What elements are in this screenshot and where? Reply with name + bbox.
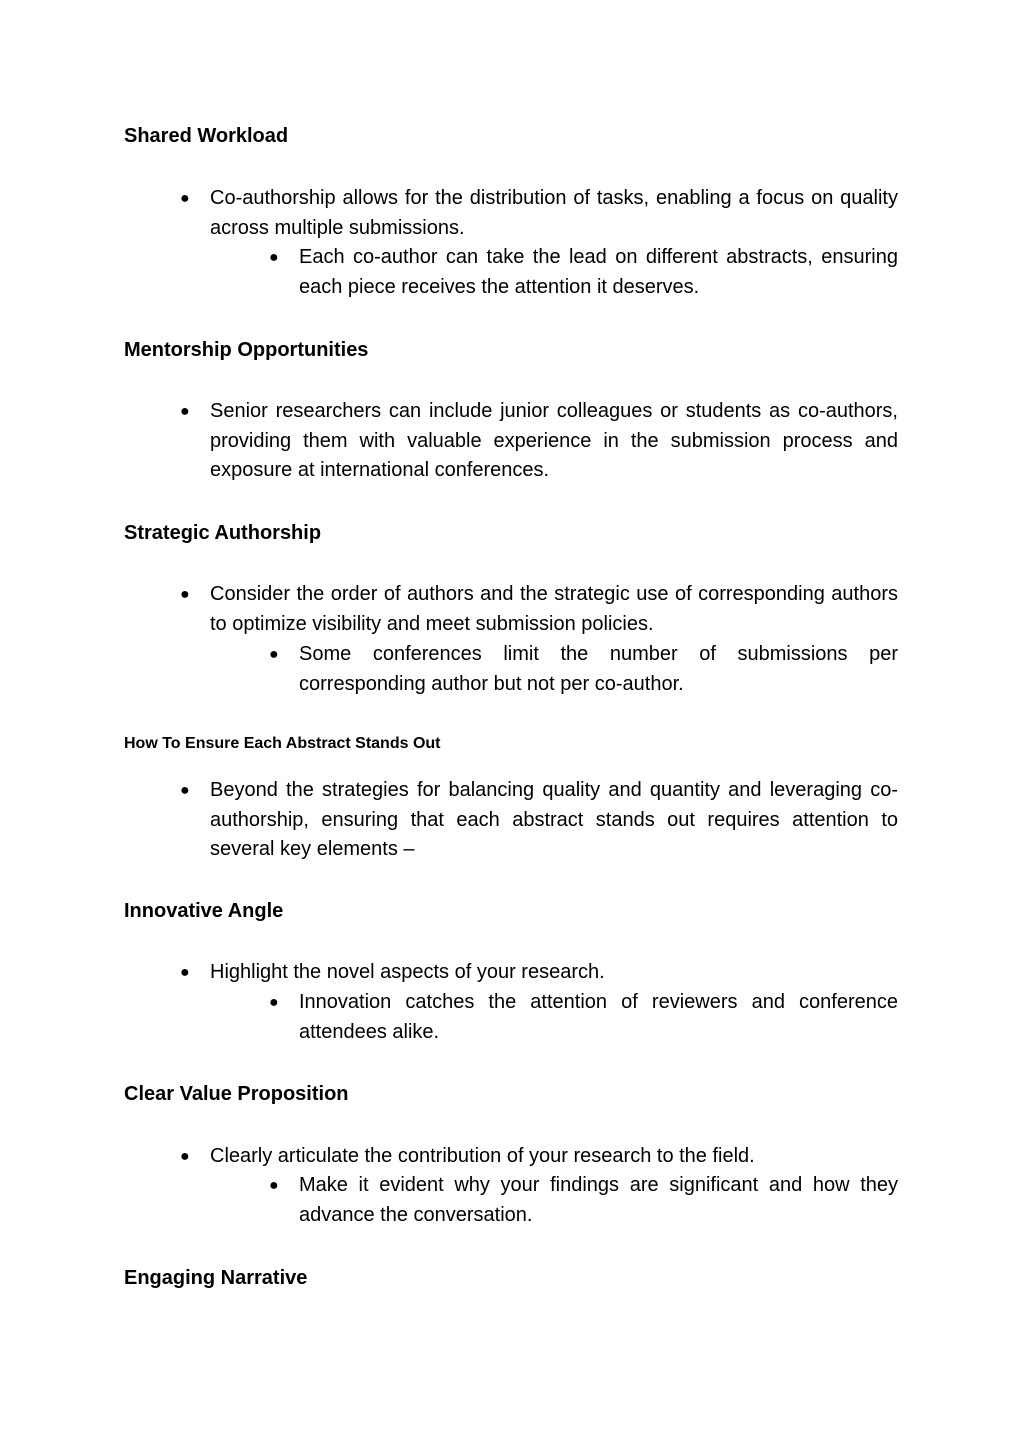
section-heading-strategic-authorship: Strategic Authorship [124,522,322,544]
list-item-text: Some conferences limit the number of submissions per corresponding author but not per co-author. [299,643,898,695]
section-heading-mentorship: Mentorship Opportunities [124,339,369,361]
bullet-icon: ● [269,249,279,266]
bullet-icon: ● [180,190,190,207]
list-item-text: Innovation catches the attention of reviewers and conference attendees alike. [299,991,898,1043]
list-item-text: Senior researchers can include junior colleagues or students as co-authors, providing them with valuable experience in the submission process and exposure at international conferences. [210,400,898,482]
bullet-icon: ● [269,994,279,1011]
bullet-icon: ● [180,586,190,603]
bullet-icon: ● [180,964,190,981]
list-item-text: Consider the order of authors and the strategic use of corresponding authors to optimize visibility and meet submission policies. [210,583,898,635]
list-item [269,640,898,699]
list-item [180,397,898,486]
section-heading-shared-workload: Shared Workload [124,125,289,147]
list-item [180,1142,898,1172]
list-item-text: Make it evident why your findings are significant and how they advance the conversation. [299,1174,898,1226]
list-item [180,776,898,865]
section-heading-engaging-narrative: Engaging Narrative [124,1267,308,1289]
list-item-text: Clearly articulate the contribution of your research to the field. [210,1145,755,1167]
list-item-text: Each co-author can take the lead on different abstracts, ensuring each piece receives the attention it deserves. [299,246,898,298]
list-item [180,184,898,243]
list-item [269,243,898,302]
bullet-icon: ● [180,782,190,799]
bullet-icon: ● [269,646,279,663]
list-item [269,1171,898,1230]
list-item [180,580,898,639]
list-item [180,958,898,988]
bullet-icon: ● [180,1148,190,1165]
section-heading-innovative-angle: Innovative Angle [124,900,284,922]
list-item-text: Co-authorship allows for the distribution of tasks, enabling a focus on quality across multiple submissions. [210,187,898,239]
section-heading-abstract-stands-out: How To Ensure Each Abstract Stands Out [124,735,441,752]
bullet-icon: ● [180,403,190,420]
list-item-text: Beyond the strategies for balancing quality and quantity and leveraging co-authorship, ensuring that each abstract stands out requires attention to several key elements – [210,779,898,861]
list-item-text: Highlight the novel aspects of your research. [210,961,605,983]
list-item [269,988,898,1047]
section-heading-value-proposition: Clear Value Proposition [124,1083,349,1105]
bullet-icon: ● [269,1177,279,1194]
